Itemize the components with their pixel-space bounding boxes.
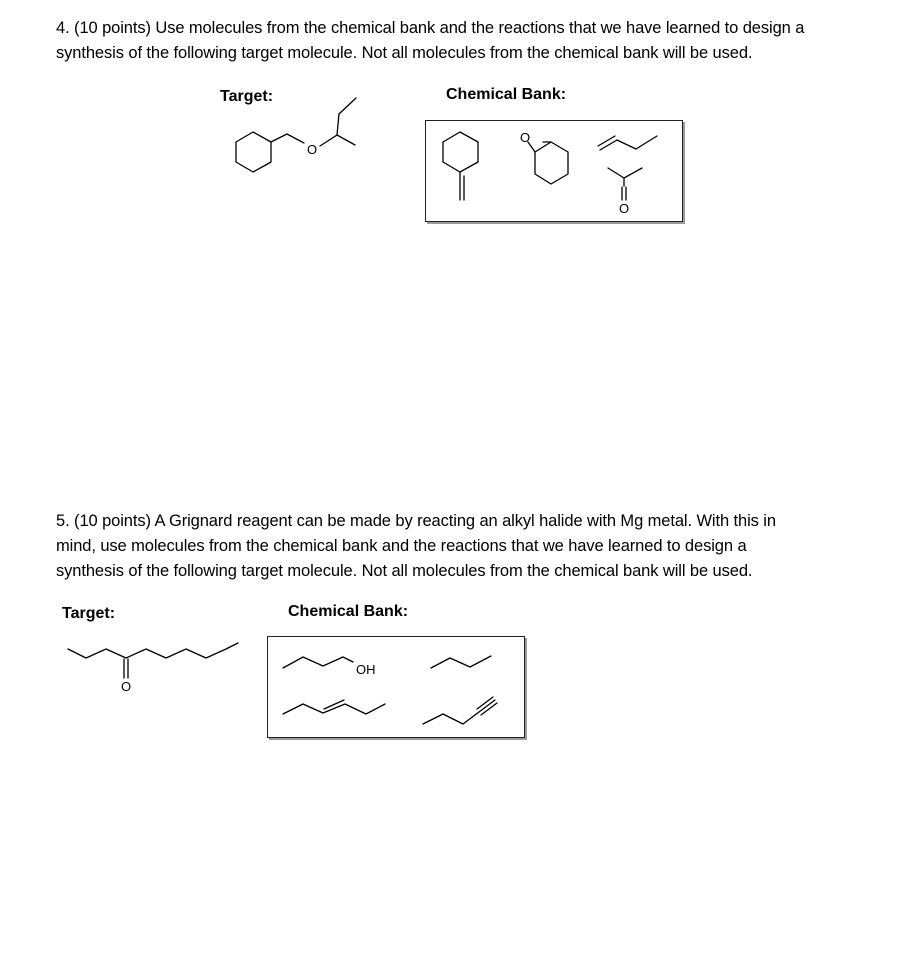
bond xyxy=(287,134,304,143)
butene xyxy=(598,136,657,150)
hydroxyl-group: OH xyxy=(356,662,376,677)
question-4-bank-label: Chemical Bank: xyxy=(446,86,567,103)
methylenecyclohexane xyxy=(443,132,478,200)
question-4-chemical-bank-molecules xyxy=(425,120,683,222)
ketone-oxygen-atom: O xyxy=(619,201,630,216)
bond xyxy=(320,135,337,146)
cyclohexane-ring xyxy=(236,132,271,172)
question-5-target-molecule xyxy=(60,630,250,700)
question-5-bank-label: Chemical Bank: xyxy=(288,603,409,620)
carbon-chain xyxy=(68,643,238,658)
question-4-target-molecule xyxy=(225,90,375,190)
question-5-line-1: 5. (10 points) A Grignard reagent can be made by reacting an alkyl halide with Mg metal. With this in xyxy=(56,512,776,530)
bond xyxy=(337,114,339,135)
ether-oxygen-atom: O xyxy=(307,142,318,157)
alkene xyxy=(283,700,385,714)
question-5-target-label: Target: xyxy=(62,605,116,622)
question-4-target-label: Target: xyxy=(220,88,274,105)
bond xyxy=(337,135,355,145)
question-5-line-3: synthesis of the following target molecule. Not all molecules from the chemical bank will be used. xyxy=(56,562,753,580)
alcohol xyxy=(283,657,376,677)
butane xyxy=(431,656,491,668)
question-4-line-1: 4. (10 points) Use molecules from the chemical bank and the reactions that we have learned to design a xyxy=(56,19,805,37)
alkyne xyxy=(423,697,497,724)
question-5-text xyxy=(56,509,856,584)
ketone-oxygen-atom: O xyxy=(121,679,132,694)
epoxide-oxygen-atom: O xyxy=(520,130,531,145)
bond xyxy=(339,98,356,114)
question-4-line-2: synthesis of the following target molecule. Not all molecules from the chemical bank will be used. xyxy=(56,44,753,62)
question-4-text xyxy=(56,16,856,66)
question-5-line-2: mind, use molecules from the chemical bank and the reactions that we have learned to design a xyxy=(56,537,747,555)
cyclohexene-oxide xyxy=(520,130,568,184)
question-5-chemical-bank-molecules xyxy=(267,636,525,738)
bond xyxy=(271,134,287,142)
ketone xyxy=(608,168,642,216)
